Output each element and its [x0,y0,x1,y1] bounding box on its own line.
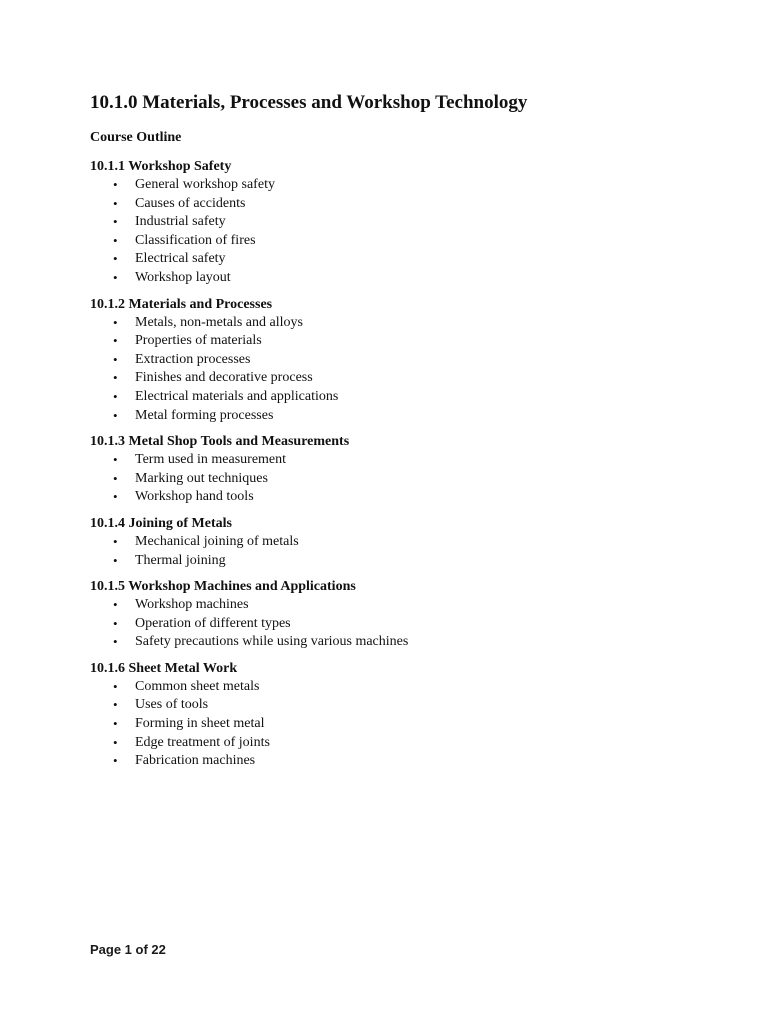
bullet-icon: • [113,370,118,386]
list-item [90,332,710,351]
bullet-icon: • [113,195,118,211]
bullet-icon: • [113,407,118,423]
course-outline-heading: Course Outline [90,130,182,145]
list-item [90,552,710,571]
bullet-list [90,314,710,426]
bullet-icon: • [113,314,118,330]
bullet-icon: • [113,533,118,549]
bullet-icon: • [113,388,118,404]
section-heading: 10.1.5 Workshop Machines and Applications [90,579,356,595]
list-item [90,232,710,251]
list-item [90,488,710,507]
section [90,295,710,426]
list-item [90,388,710,407]
section [90,577,710,652]
sections-container [90,157,710,771]
list-item [90,734,710,753]
section [90,514,710,570]
section-heading: 10.1.3 Metal Shop Tools and Measurements [90,434,350,450]
list-item [90,269,710,288]
bullet-icon: • [113,734,118,750]
list-item [90,615,710,634]
list-item-text: Thermal joining [135,552,226,568]
section-heading: 10.1.4 Joining of Metals [90,515,232,531]
list-item-text: Workshop hand tools [135,489,254,505]
bullet-icon: • [113,214,118,230]
list-item-text: Classification of fires [135,232,256,248]
list-item-text: Electrical materials and applications [135,388,339,404]
document-title: 10.1.0 Materials, Processes and Workshop Technology [90,92,528,113]
bullet-icon: • [113,251,118,267]
bullet-icon: • [113,697,118,713]
list-item-text: Common sheet metals [135,678,260,694]
bullet-icon: • [113,716,118,732]
list-item [90,176,710,195]
bullet-icon: • [113,634,118,650]
bullet-icon: • [113,597,118,613]
bullet-icon: • [113,615,118,631]
bullet-icon: • [113,232,118,248]
list-item-text: Safety precautions while using various machines [135,634,409,650]
list-item [90,451,710,470]
list-item-text: General workshop safety [135,177,275,192]
list-item [90,533,710,552]
list-item-text: Forming in sheet metal [135,716,265,732]
bullet-icon: • [113,452,118,468]
list-item-text: Edge treatment of joints [135,734,270,750]
bullet-list [90,596,710,652]
list-item-text: Extraction processes [135,351,251,367]
list-item [90,596,710,615]
list-item [90,250,710,269]
list-item-text: Workshop machines [135,597,249,613]
section-heading: 10.1.2 Materials and Processes [90,296,273,312]
bullet-icon: • [113,678,118,694]
list-item-text: Workshop layout [135,269,231,285]
bullet-icon: • [113,177,118,192]
list-item [90,195,710,214]
list-item-text: Metal forming processes [135,407,274,423]
bullet-icon: • [113,333,118,349]
bullet-icon: • [113,552,118,568]
list-item [90,678,710,697]
list-item-text: Fabrication machines [135,753,256,769]
bullet-list [90,176,710,288]
list-item [90,696,710,715]
bullet-icon: • [113,351,118,367]
list-item-text: Uses of tools [135,697,209,713]
section-heading: 10.1.6 Sheet Metal Work [90,660,238,676]
list-item [90,369,710,388]
list-item [90,351,710,370]
bullet-icon: • [113,269,118,285]
section [90,432,710,507]
bullet-icon: • [113,753,118,769]
list-item-text: Electrical safety [135,251,226,267]
list-item [90,715,710,734]
section [90,659,710,771]
document-page [90,91,710,778]
list-item-text: Mechanical joining of metals [135,533,299,549]
list-item [90,470,710,489]
list-item [90,752,710,771]
list-item-text: Finishes and decorative process [135,370,313,386]
list-item-text: Term used in measurement [135,452,287,468]
list-item-text: Industrial safety [135,214,226,230]
page-number: Page 1 of 22 [90,942,166,957]
list-item [90,633,710,652]
bullet-icon: • [113,470,118,486]
list-item-text: Causes of accidents [135,195,246,211]
list-item [90,407,710,426]
list-item-text: Operation of different types [135,615,291,631]
list-item-text: Properties of materials [135,333,262,349]
section-heading: 10.1.1 Workshop Safety [90,159,232,174]
bullet-list [90,533,710,570]
list-item-text: Metals, non-metals and alloys [135,314,303,330]
list-item [90,213,710,232]
list-item-text: Marking out techniques [135,470,268,486]
section [90,157,710,288]
bullet-icon: • [113,489,118,505]
bullet-list [90,678,710,771]
list-item [90,314,710,333]
bullet-list [90,451,710,507]
